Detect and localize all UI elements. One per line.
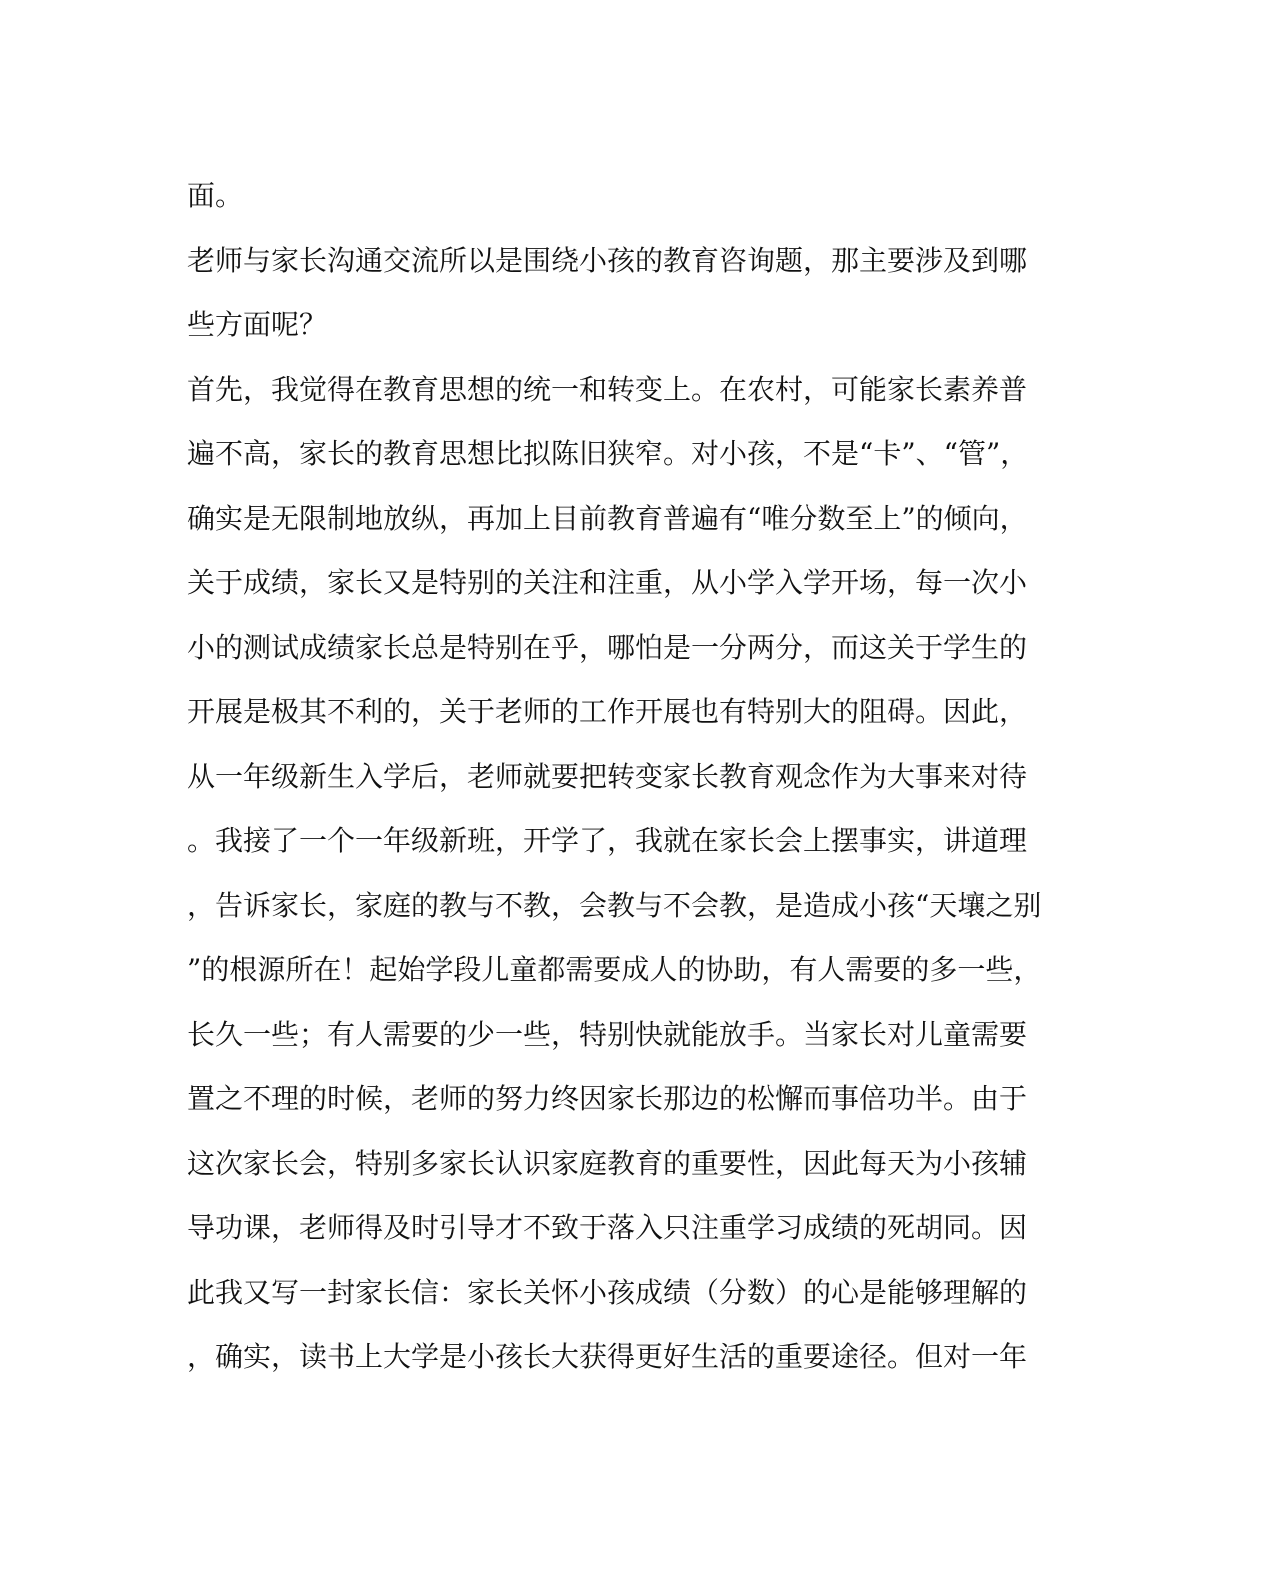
text-line: ”的根源所在！起始学段儿童都需要成人的协助，有人需要的多一些，: [187, 953, 1042, 986]
text-line: 导功课，老师得及时引导才不致于落入只注重学习成绩的死胡同。因: [187, 1211, 1028, 1244]
text-line: 开展是极其不利的，关于老师的工作开展也有特别大的阻碍。因此，: [187, 695, 1028, 728]
text-line: 些方面呢？: [187, 308, 328, 341]
text-line: ，确实，读书上大学是小孩长大获得更好生活的重要途径。但对一年: [187, 1340, 1028, 1373]
text-line: 长久一些；有人需要的少一些，特别快就能放手。当家长对儿童需要: [187, 1017, 1028, 1051]
text-line: 置之不理的时候，老师的努力终因家长那边的松懈而事倍功半。由于: [187, 1082, 1028, 1115]
text-line: 遍不高，家长的教育思想比拟陈旧狭窄。对小孩，不是“卡”、“管”，: [187, 437, 1029, 470]
text-line: 小的测试成绩家长总是特别在乎，哪怕是一分两分，而这关于学生的: [187, 630, 1028, 664]
text-line: 。我接了一个一年级新班，开学了，我就在家长会上摆事实，讲道理: [187, 824, 1028, 857]
text-line: 面。: [187, 179, 244, 212]
text-line: 首先，我觉得在教育思想的统一和转变上。在农村，可能家长素养普: [187, 372, 1028, 406]
text-line: 从一年级新生入学后，老师就要把转变家长教育观念作为大事来对待: [187, 759, 1028, 793]
text-line: ，告诉家长，家庭的教与不教，会教与不会教，是造成小孩“天壤之别: [187, 888, 1042, 922]
text-line: 此我又写一封家长信：家长关怀小孩成绩（分数）的心是能够理解的: [187, 1275, 1028, 1309]
text-line: 老师与家长沟通交流所以是围绕小孩的教育咨询题，那主要涉及到哪: [187, 243, 1028, 277]
text-line: 这次家长会，特别多家长认识家庭教育的重要性，因此每天为小孩辅: [187, 1146, 1028, 1180]
text-line: 确实是无限制地放纵，再加上目前教育普遍有“唯分数至上”的倾向，: [187, 501, 1028, 535]
body-text: [187, 164, 1087, 1390]
text-line: 关于成绩，家长又是特别的关注和注重，从小学入学开场，每一次小: [187, 566, 1028, 599]
